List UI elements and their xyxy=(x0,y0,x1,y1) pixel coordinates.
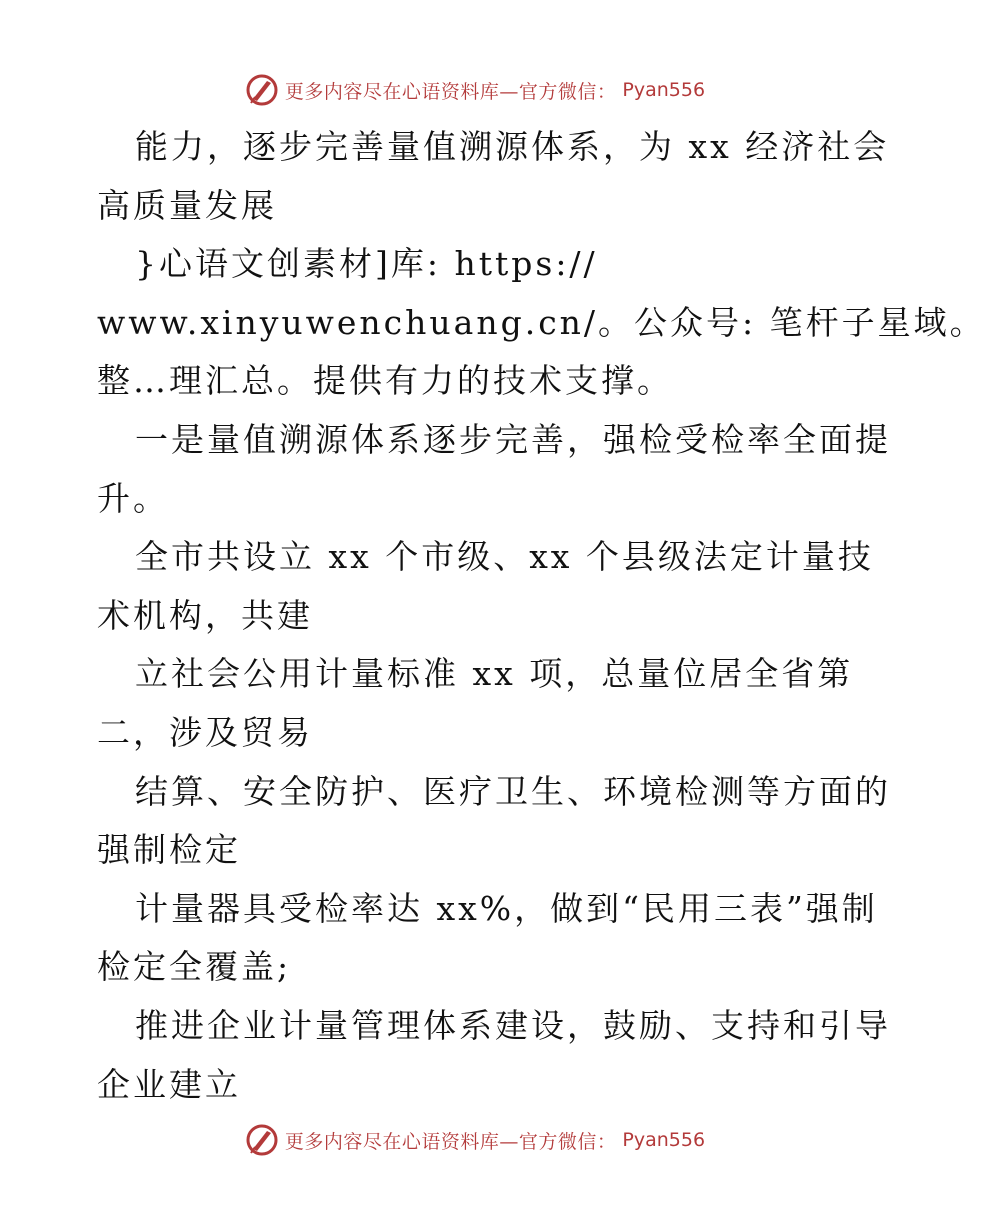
text-line: 一是量值溯源体系逐步完善，强检受检率全面提 xyxy=(135,419,891,459)
header-watermark xyxy=(0,70,950,110)
quill-pen-logo-icon xyxy=(245,1123,279,1157)
text-line: 整…理汇总。提供有力的技术支撑。 xyxy=(97,361,673,401)
document-body xyxy=(97,118,986,1114)
text-line: 术机构，共建 xyxy=(97,595,313,635)
text-line: 检定全覆盖; xyxy=(97,947,292,987)
watermark-site-text: 更多内容尽在心语资料库—官方微信： xyxy=(284,80,617,103)
text-line: 结算、安全防护、医疗卫生、环境检测等方面的 xyxy=(135,771,891,811)
text-line: 全市共设立 xx 个市级、xx 个县级法定计量技 xyxy=(135,537,874,577)
text-line: 企业建立 xyxy=(97,1064,241,1104)
watermark-site-text: 更多内容尽在心语资料库—官方微信： xyxy=(284,1130,617,1153)
quill-pen-logo-icon xyxy=(245,73,279,107)
watermark-wechat-id: Pyan556 xyxy=(622,79,706,101)
text-line: www.xinyuwenchuang.cn/。公众号: 笔杆子星域。 xyxy=(97,302,986,342)
text-line: 计量器具受检率达 xx%，做到“民用三表”强制 xyxy=(135,888,878,928)
text-line: 推进企业计量管理体系建设，鼓励、支持和引导 xyxy=(135,1005,891,1045)
watermark-wechat-id: Pyan556 xyxy=(622,1129,706,1151)
text-line: 高质量发展 xyxy=(97,185,277,225)
text-line: 立社会公用计量标准 xx 项，总量位居全省第 xyxy=(135,654,854,694)
footer-watermark xyxy=(0,1120,950,1160)
text-line: 强制检定 xyxy=(97,830,241,870)
text-line: 升。 xyxy=(97,478,169,518)
text-line: 能力，逐步完善量值溯源体系，为 xx 经济社会 xyxy=(135,127,890,166)
text-line: }心语文创素材]库: https:// xyxy=(135,244,598,284)
text-line: 二，涉及贸易 xyxy=(97,712,313,752)
